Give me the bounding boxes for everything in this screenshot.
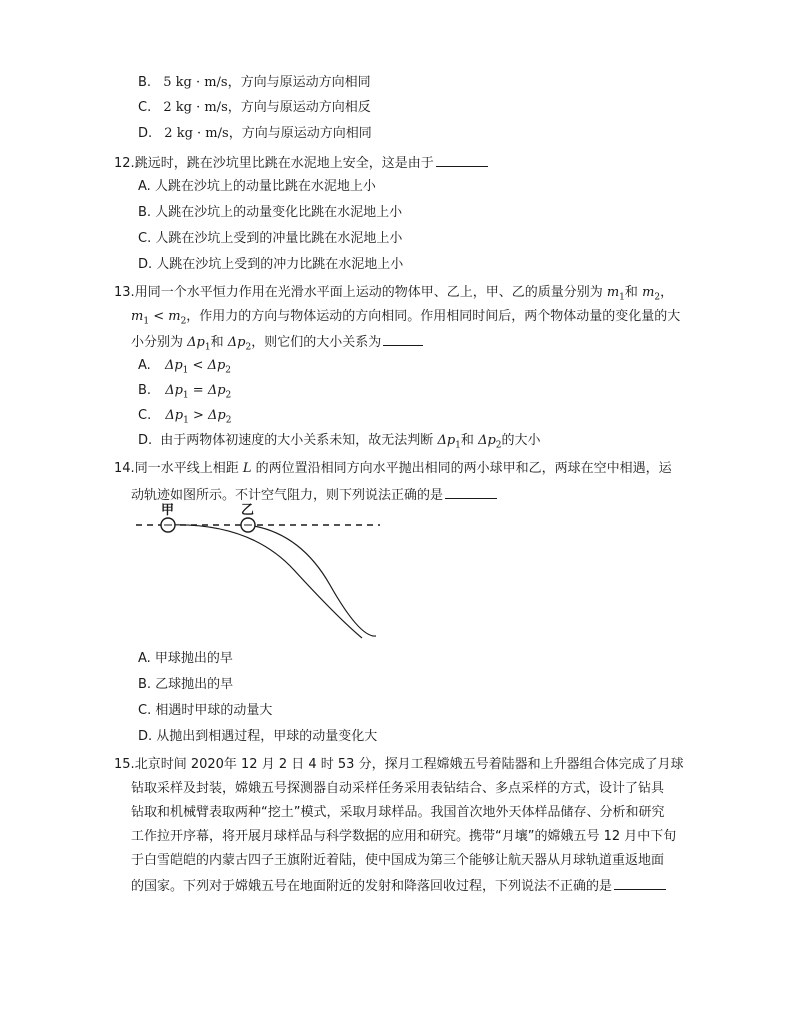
math-m: m: [642, 285, 655, 300]
label-yi: 乙: [241, 503, 255, 518]
stem-text: 的两位置沿相同方向水平抛出相同的两小球甲和乙，两球在空中相遇，运: [255, 461, 672, 476]
q12-option-a: A. 人跳在沙坑上的动量比跳在水泥地上小: [138, 179, 376, 194]
option-text: 的大小: [501, 433, 541, 448]
math-dp: Δp: [187, 335, 205, 350]
math-dp: Δp: [227, 335, 246, 350]
stem-text: 北京时间 2020年 12 月 2 日 4 时 53 分，探月工程嫦娥五号着陆器和上升器组合体完成了月球: [134, 757, 684, 772]
q14-option-d: D. 从抛出到相遇过程，甲球的动量变化大: [138, 729, 378, 744]
stem-text: 小分别为: [131, 335, 184, 350]
stem-text: 动轨迹如图所示。不计空气阻力，则下列说法正确的是: [131, 488, 444, 503]
q15-stem-line3: 钻取和机械臂表取两种“挖土”模式，采取月球样品。我国首次地外天体样品储存、分析和研究: [131, 805, 665, 820]
stem-text: 用同一个水平恒力作用在光滑水平面上运动的物体甲、乙上，甲、乙的质量分别为: [134, 285, 603, 300]
option-label: B.: [138, 383, 152, 398]
option-label: A.: [138, 358, 151, 373]
q12-option-b: B. 人跳在沙坑上的动量变化比跳在水泥地上小: [138, 205, 403, 220]
option-label: D.: [138, 433, 153, 448]
q11-option-d: [138, 125, 372, 143]
q12-option-d: D. 人跳在沙坑上受到的冲力比跳在水泥地上小: [138, 257, 404, 272]
q15-stem-line2: 钻取采样及封装，嫦娥五号探测器自动采样任务采用表钻结合、多点采样的方式，设计了钻具: [131, 781, 665, 796]
trajectory-figure: [130, 500, 390, 640]
option-text: ，方向与原运动方向相同: [228, 126, 372, 141]
q12-stem: [114, 153, 488, 173]
math-dp: Δp: [437, 433, 456, 448]
stem-text: ，则它们的大小关系为: [251, 335, 382, 350]
question-number: 15.: [114, 757, 135, 772]
option-label: B.: [138, 75, 152, 90]
answer-blank: [383, 332, 423, 346]
math-dp: Δp: [165, 408, 184, 423]
q11-option-b: [138, 74, 371, 92]
option-label: C.: [138, 408, 152, 423]
option-text: ，方向与原运动方向相同: [227, 75, 371, 90]
q15-stem-line4: 工作拉开序幕，将开展月球样品与科学数据的应用和研究。携带“月壤”的嫦娥五号 12 月中下旬: [131, 829, 677, 844]
q13-stem-line2: $m_1 < m_2$，作用力的方向与物体运动的方向相同。作用相同时间后，两个物体动量的变化量的大: [131, 309, 681, 327]
option-math: 5 kg · m/s: [163, 75, 228, 90]
q13-option-b: B. $\Delta p_1 = \Delta p_2$: [138, 383, 232, 401]
stem-text: 和: [624, 285, 638, 300]
option-label: C.: [138, 100, 152, 115]
q14-stem-line1: [114, 460, 672, 478]
q15-stem-line5: 于白雪皑皑的内蒙古四子王旗附近着陆，使中国成为第三个能够让航天器从月球轨道重返地面: [131, 853, 665, 868]
q13-stem-line1: 13.用同一个水平恒力作用在光滑水平面上运动的物体甲、乙上，甲、乙的质量分别为 $m_1$和 $m_2$，: [114, 285, 674, 303]
q13-stem-line3: 小分别为 $\Delta p_1$和 $\Delta p_2$，则它们的大小关系为: [131, 332, 423, 352]
answer-blank: [445, 485, 497, 499]
q15-stem-line6: [131, 876, 666, 896]
stem-text: 的国家。下列对于嫦娥五号在地面附近的发射和降落回收过程，下列说法不正确的是: [131, 879, 613, 894]
option-label: D.: [138, 126, 153, 141]
q13-option-d: D. 由于两物体初速度的大小关系未知，故无法判断 $\Delta p_1$和 $\Delta p_2$的大小: [138, 433, 541, 451]
stem-text: 和: [210, 335, 224, 350]
answer-blank: [436, 153, 488, 167]
q14-option-c: C. 相遇时甲球的动量大: [138, 703, 273, 718]
q14-option-b: B. 乙球抛出的早: [138, 677, 234, 692]
math-l: L: [242, 461, 252, 476]
question-stem: 跳远时，跳在沙坑里比跳在水泥地上安全，这是由于: [134, 156, 434, 171]
label-jia: 甲: [161, 503, 175, 518]
q13-option-c: C. $\Delta p_1 > \Delta p_2$: [138, 408, 232, 426]
trajectory-ball-yi: [248, 525, 376, 636]
q12-option-c: C. 人跳在沙坑上受到的冲量比跳在水泥地上小: [138, 231, 403, 246]
option-math: 2 kg · m/s: [164, 126, 229, 141]
option-text: ，方向与原运动方向相反: [227, 100, 371, 115]
math-dp: Δp: [207, 408, 226, 423]
math-m: m: [168, 309, 181, 324]
math-dp: Δp: [165, 383, 183, 398]
answer-blank: [614, 876, 666, 890]
math-dp: Δp: [207, 383, 226, 398]
stem-text: ，作用力的方向与物体运动的方向相同。作用相同时间后，两个物体动量的变化量的大: [186, 309, 681, 324]
math-m: m: [131, 309, 144, 324]
q11-option-c: [138, 99, 371, 117]
question-number: 12.: [114, 156, 135, 171]
math-m: m: [606, 285, 620, 300]
option-text: 和: [460, 433, 474, 448]
stem-text: 同一水平线上相距: [134, 461, 239, 476]
q13-option-a: A. $\Delta p_1 < \Delta p_2$: [138, 358, 232, 376]
trajectory-ball-jia: [168, 525, 362, 638]
question-number: 14.: [114, 461, 135, 476]
q15-stem-line1: [114, 756, 684, 774]
q14-option-a: A. 甲球抛出的早: [138, 651, 233, 666]
math-dp: Δp: [478, 433, 496, 448]
question-number: 13.: [114, 285, 135, 300]
math-dp: Δp: [207, 358, 226, 373]
option-text: 由于两物体初速度的大小关系未知，故无法判断: [160, 433, 434, 448]
math-dp: Δp: [164, 358, 183, 373]
option-math: 2 kg · m/s: [163, 100, 228, 115]
